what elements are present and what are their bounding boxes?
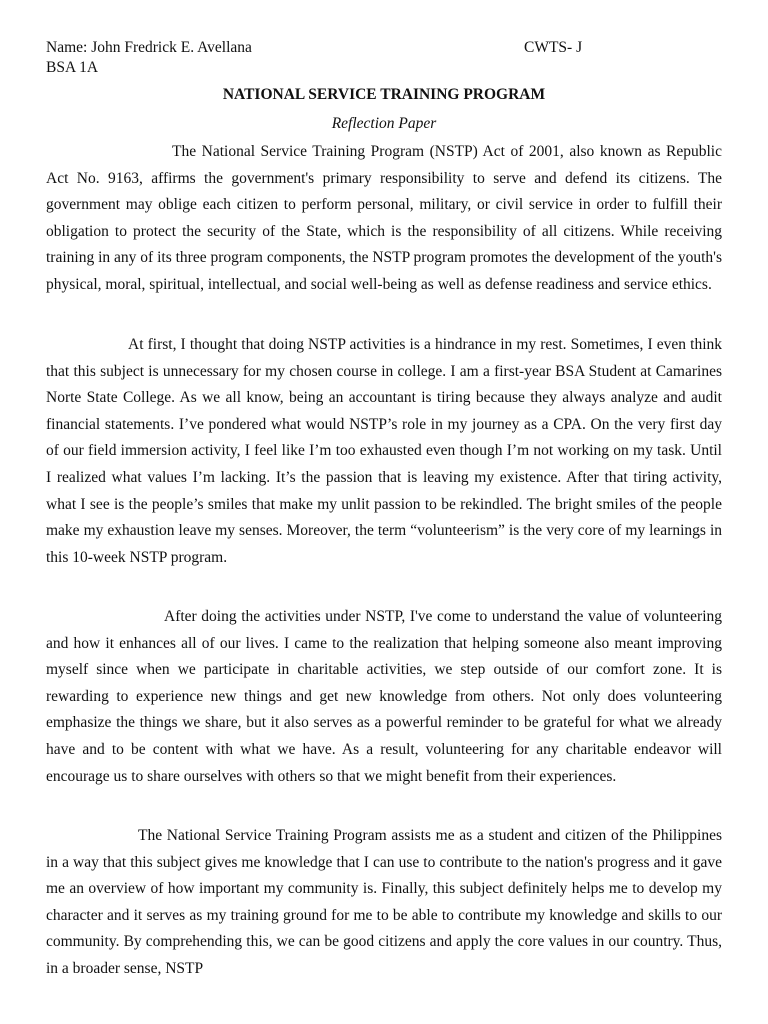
paragraph-4: The National Service Training Program assists me as a student and citizen of the Philippines in a way that this subject gives me knowledge that I can use to contribute to the nation's progress and it gave me an overview of how important my community is. Finally, this subject definitely helps me to develop my character and it serves as my training ground for me to be able to contribute my knowledge and skills to our community. By comprehending this, we can be good citizens and apply the core values in our country. Thus, in a broader sense, NSTP [46,827,722,977]
paragraph-3: After doing the activities under NSTP, I've come to understand the value of volunteering and how it enhances all of our lives. I came to the realization that helping someone also meant improving myself since when we participate in charitable activities, we step outside of our comfort zone. It is rewarding to experience new things and get new knowledge from others. Not only does volunteering emphasize the things we share, but it also serves as a powerful reminder to be grateful for what we already have and to be content with what we have. As a result, volunteering for any charitable endeavor will encourage us to share ourselves with others so that we might benefit from their experiences. [46,608,722,785]
document-title: NATIONAL SERVICE TRAINING PROGRAM [222,86,546,103]
course-code: CWTS- J [524,39,583,56]
document-subtitle: Reflection Paper [331,115,437,132]
student-name: Name: John Fredrick E. Avellana [46,39,252,56]
paragraph-2: At first, I thought that doing NSTP activities is a hindrance in my rest. Sometimes, I even think that this subject is unnecessary for my chosen course in college. I am a first-year BSA Student at Camarines Norte State College. As we all know, being an accountant is tiring because they always analyze and audit financial statements. I’ve pondered what would NSTP’s role in my journey as a CPA. On the very first day of our field immersion activity, I feel like I’m too exhausted even though I’m not working on my task. Until I realized what values I’m lacking. It’s the passion that is leaving my existence. After that tiring activity, what I see is the people’s smiles that make my unlit passion to be rekindled. The bright smiles of the people make my exhaustion leave my senses. Moreover, the term “volunteerism” is the very core of my learnings in this 10-week NSTP program. [46,336,722,566]
paragraph-1: The National Service Training Program (NSTP) Act of 2001, also known as Republic Act No. 9163, affirms the government's primary responsibility to serve and defend its citizens. The government may oblige each citizen to perform personal, military, or civil service in order to fulfill their obligation to protect the security of the State, which is the responsibility of all citizens. While receiving training in any of its three program components, the NSTP program promotes the development of the youth's physical, moral, spiritual, intellectual, and social well-being as well as defense readiness and service ethics. [46,143,722,293]
section-label: BSA 1A [46,59,99,76]
